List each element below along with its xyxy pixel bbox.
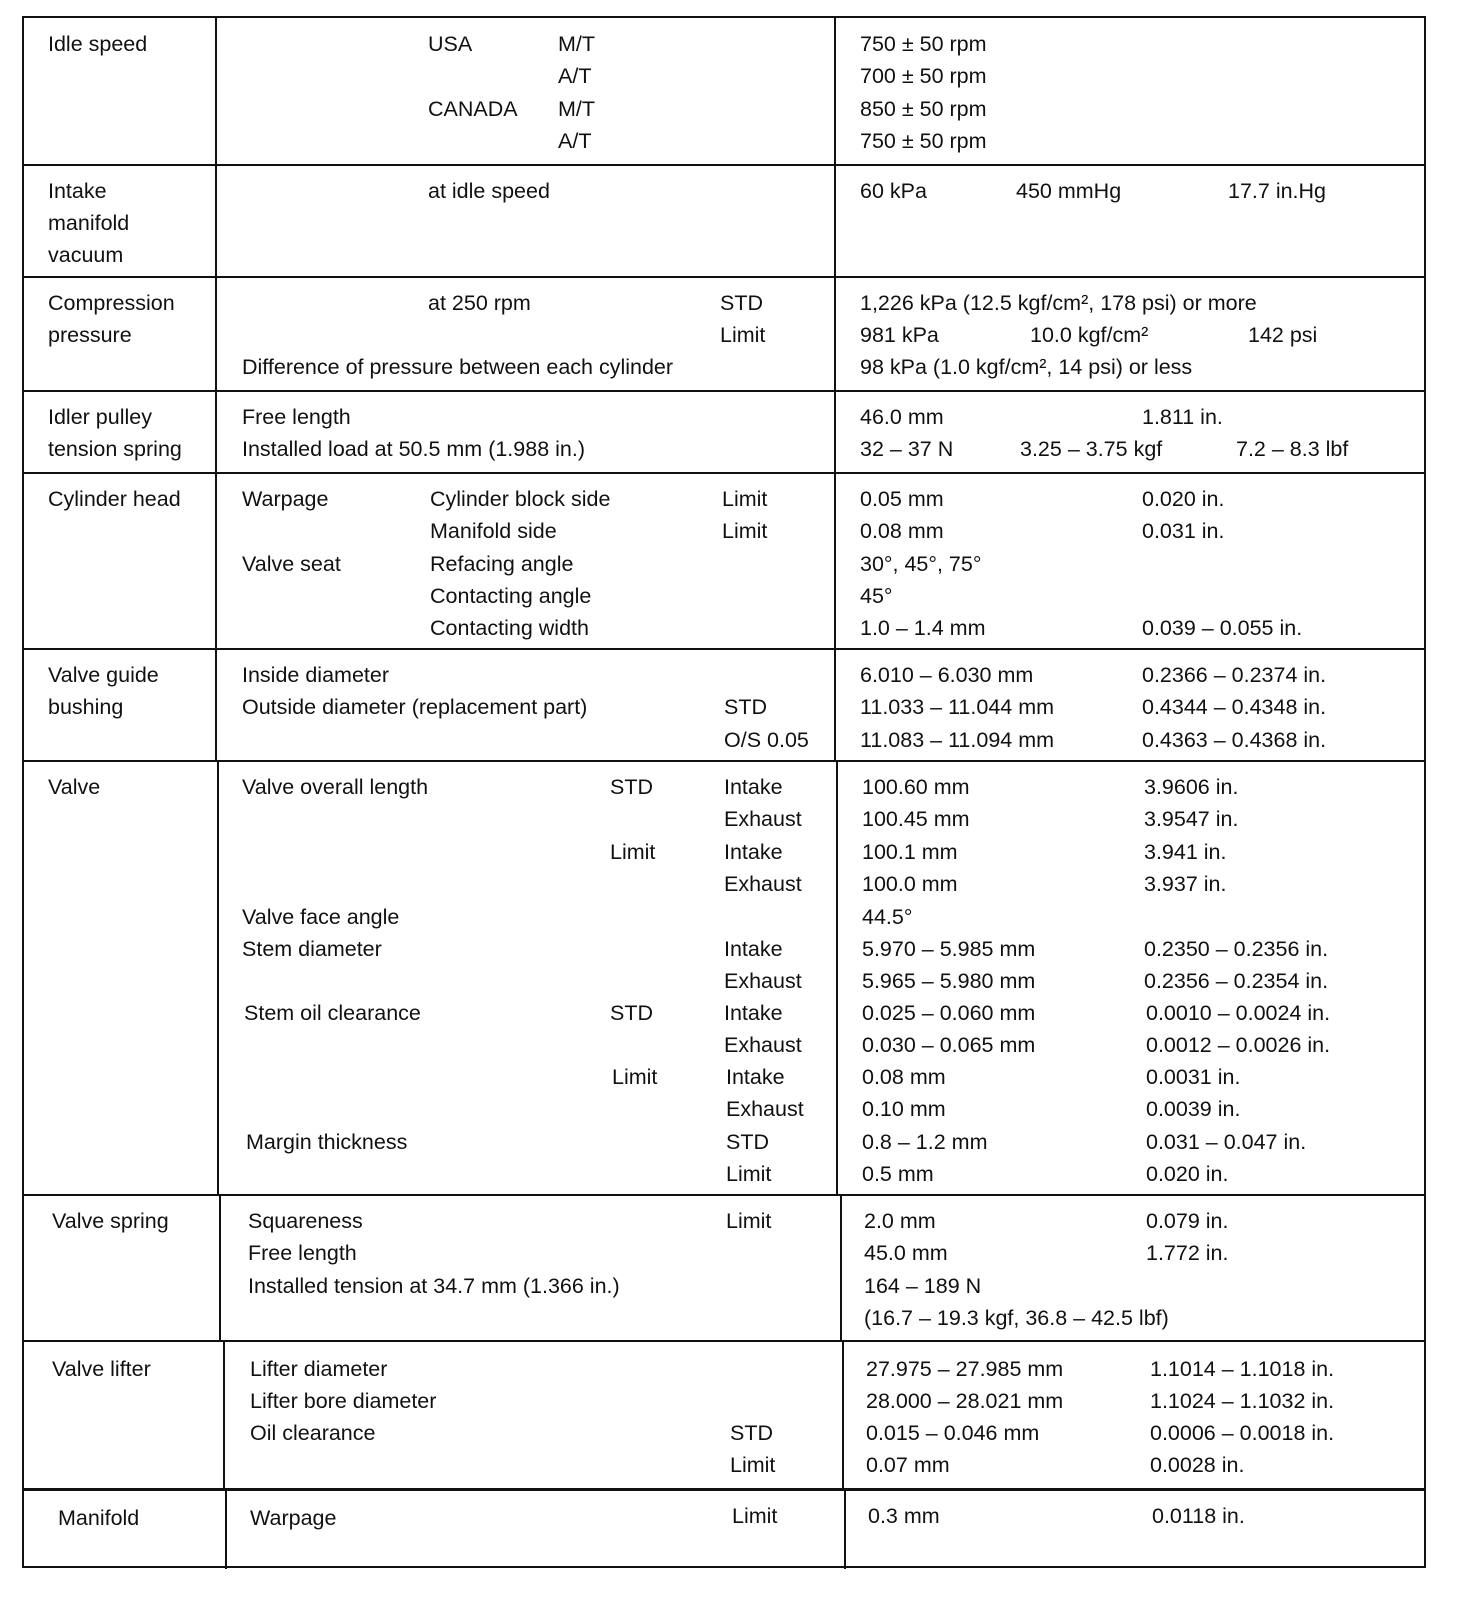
value-mm: 11.083 – 11.094 mm	[860, 728, 1055, 752]
difference-value: 98 kPa (1.0 kgf/cm², 14 psi) or less	[860, 355, 1193, 379]
value-in: 0.0010 – 0.0024 in.	[1146, 1001, 1331, 1025]
load-kgf: 3.25 – 3.75 kgf	[1020, 437, 1163, 461]
installed-tension-label: Installed tension at 34.7 mm (1.366 in.)	[248, 1274, 620, 1298]
value-in: 3.941 in.	[1144, 840, 1227, 864]
value-in: 0.031 in.	[1142, 519, 1225, 543]
value-in: 0.039 – 0.055 in.	[1142, 616, 1303, 640]
std-label: STD	[724, 695, 767, 719]
value-mm: 0.05 mm	[860, 487, 944, 511]
value-mm: 0.015 – 0.046 mm	[866, 1421, 1040, 1445]
std-value: 1,226 kPa (12.5 kgf/cm², 178 psi) or more	[860, 291, 1257, 315]
value-in: 0.079 in.	[1146, 1209, 1229, 1233]
value-mm: 0.08 mm	[862, 1065, 946, 1089]
row-cylinder-head	[24, 472, 1424, 650]
lifter-diameter-label: Lifter diameter	[250, 1357, 388, 1381]
row-valve-guide-bushing	[24, 648, 1424, 762]
exhaust-label: Exhaust	[724, 1033, 802, 1057]
warpage-label: Warpage	[250, 1506, 337, 1530]
row-valve-spring	[24, 1194, 1424, 1342]
value-in: 0.020 in.	[1146, 1162, 1229, 1186]
value-mmhg: 450 mmHg	[1016, 179, 1122, 203]
row-valve	[24, 760, 1424, 1196]
value-mm: 11.033 – 11.044 mm	[860, 695, 1055, 719]
stem-clearance-label: Stem oil clearance	[244, 1001, 421, 1025]
value-mm: 0.025 – 0.060 mm	[862, 1001, 1036, 1025]
value-in: 0.0006 – 0.0018 in.	[1150, 1421, 1335, 1445]
free-length-label: Free length	[242, 405, 351, 429]
value-in: 1.1024 – 1.1032 in.	[1150, 1389, 1335, 1413]
load-lbf: 7.2 – 8.3 lbf	[1236, 437, 1349, 461]
contacting-angle-label: Contacting angle	[430, 584, 592, 608]
intake-label: Intake	[724, 775, 783, 799]
value-in: 0.2366 – 0.2374 in.	[1142, 663, 1327, 687]
value-mm: 0.030 – 0.065 mm	[862, 1033, 1036, 1057]
value: 750 ± 50 rpm	[860, 32, 987, 56]
value-in: 1.772 in.	[1146, 1241, 1229, 1265]
limit-label: Limit	[726, 1209, 772, 1233]
limit-label: Limit	[732, 1504, 778, 1528]
row-label: Idle speed	[48, 32, 148, 56]
oil-clearance-label: Oil clearance	[250, 1421, 376, 1445]
stem-diameter-label: Stem diameter	[242, 937, 382, 961]
contacting-angle-value: 45°	[860, 584, 893, 608]
row-idler-spring	[24, 390, 1424, 474]
value-inhg: 17.7 in.Hg	[1228, 179, 1327, 203]
value-mm: 27.975 – 27.985 mm	[866, 1357, 1064, 1381]
limit-kpa: 981 kPa	[860, 323, 939, 347]
free-length-label: Free length	[248, 1241, 357, 1265]
intake-label: Intake	[726, 1065, 785, 1089]
std-label: STD	[610, 1001, 653, 1025]
limit-label: Limit	[730, 1453, 776, 1477]
limit-label: Limit	[722, 487, 768, 511]
load-n: 32 – 37 N	[860, 437, 954, 461]
row-label: Valve lifter	[52, 1357, 151, 1381]
value: 700 ± 50 rpm	[860, 64, 987, 88]
bore-diameter-label: Lifter bore diameter	[250, 1389, 437, 1413]
trans-at: A/T	[558, 129, 592, 153]
value-mm: 0.08 mm	[860, 519, 944, 543]
overall-length-label: Valve overall length	[242, 775, 429, 799]
limit-kgf: 10.0 kgf/cm²	[1030, 323, 1149, 347]
value-in: 0.2356 – 0.2354 in.	[1144, 969, 1329, 993]
value-in: 0.031 – 0.047 in.	[1146, 1130, 1307, 1154]
value-in: 0.0031 in.	[1146, 1065, 1241, 1089]
row-label: Compression	[48, 291, 175, 315]
value-mm: 0.8 – 1.2 mm	[862, 1130, 988, 1154]
installed-load-label: Installed load at 50.5 mm (1.988 in.)	[242, 437, 585, 461]
value-mm: 5.970 – 5.985 mm	[862, 937, 1036, 961]
block-side-label: Cylinder block side	[430, 487, 611, 511]
row-label: Valve guide	[48, 663, 159, 687]
row-label: Cylinder head	[48, 487, 181, 511]
exhaust-label: Exhaust	[724, 807, 802, 831]
value: 850 ± 50 rpm	[860, 97, 987, 121]
value-mm: 1.0 – 1.4 mm	[860, 616, 986, 640]
warpage-label: Warpage	[242, 487, 329, 511]
tension-value: 164 – 189 N	[864, 1274, 982, 1298]
tension-alt-value: (16.7 – 19.3 kgf, 36.8 – 42.5 lbf)	[864, 1306, 1169, 1330]
value-mm: 0.5 mm	[862, 1162, 934, 1186]
refacing-label: Refacing angle	[430, 552, 574, 576]
value-mm: 100.60 mm	[862, 775, 970, 799]
margin-label: Margin thickness	[246, 1130, 408, 1154]
value-mm: 100.1 mm	[862, 840, 958, 864]
std-label: STD	[720, 291, 763, 315]
row-label: vacuum	[48, 243, 124, 267]
value-in: 0.4344 – 0.4348 in.	[1142, 695, 1327, 719]
value-in: 0.0118 in.	[1152, 1504, 1245, 1528]
exhaust-label: Exhaust	[724, 969, 802, 993]
row-label: Valve	[48, 775, 101, 799]
value-mm: 100.45 mm	[862, 807, 970, 831]
value-mm: 6.010 – 6.030 mm	[860, 663, 1034, 687]
row-valve-lifter	[24, 1340, 1424, 1490]
value-in: 3.937 in.	[1144, 872, 1227, 896]
value-in: 3.9547 in.	[1144, 807, 1239, 831]
exhaust-label: Exhaust	[724, 872, 802, 896]
value-in: 0.0012 – 0.0026 in.	[1146, 1033, 1331, 1057]
limit-label: Limit	[720, 323, 766, 347]
intake-label: Intake	[724, 937, 783, 961]
condition: at idle speed	[428, 179, 550, 203]
row-label: Valve spring	[52, 1209, 169, 1233]
value-mm: 2.0 mm	[864, 1209, 936, 1233]
row-intake-vacuum	[24, 164, 1424, 278]
value-in: 1.811 in.	[1142, 405, 1223, 429]
row-label: tension spring	[48, 437, 182, 461]
valve-seat-label: Valve seat	[242, 552, 341, 576]
difference-label: Difference of pressure between each cylinder	[242, 355, 674, 379]
row-manifold	[24, 1488, 1424, 1569]
std-label: STD	[730, 1421, 773, 1445]
outside-diameter-label: Outside diameter (replacement part)	[242, 695, 588, 719]
limit-psi: 142 psi	[1248, 323, 1318, 347]
row-label: Manifold	[58, 1506, 140, 1530]
row-label: manifold	[48, 211, 130, 235]
row-label: pressure	[48, 323, 132, 347]
market-canada: CANADA	[428, 97, 518, 121]
value-mm: 5.965 – 5.980 mm	[862, 969, 1036, 993]
exhaust-label: Exhaust	[726, 1097, 804, 1121]
std-label: STD	[610, 775, 653, 799]
value-mm: 100.0 mm	[862, 872, 958, 896]
value-in: 0.2350 – 0.2356 in.	[1144, 937, 1329, 961]
refacing-value: 30°, 45°, 75°	[860, 552, 982, 576]
limit-label: Limit	[726, 1162, 772, 1186]
trans-at: A/T	[558, 64, 592, 88]
specification-table	[22, 16, 1426, 1568]
row-label: Intake	[48, 179, 107, 203]
row-label: Idler pulley	[48, 405, 152, 429]
value-in: 0.0028 in.	[1150, 1453, 1245, 1477]
squareness-label: Squareness	[248, 1209, 363, 1233]
value-in: 0.0039 in.	[1146, 1097, 1241, 1121]
face-angle-value: 44.5°	[862, 905, 913, 929]
value-kpa: 60 kPa	[860, 179, 927, 203]
value: 750 ± 50 rpm	[860, 129, 987, 153]
trans-mt: M/T	[558, 97, 596, 121]
value-in: 1.1014 – 1.1018 in.	[1150, 1357, 1335, 1381]
value-mm: 28.000 – 28.021 mm	[866, 1389, 1064, 1413]
trans-mt: M/T	[558, 32, 596, 56]
value-in: 0.4363 – 0.4368 in.	[1142, 728, 1327, 752]
row-idle-speed	[24, 18, 1424, 164]
value-mm: 46.0 mm	[860, 405, 944, 429]
value-in: 3.9606 in.	[1144, 775, 1239, 799]
manifold-side-label: Manifold side	[430, 519, 557, 543]
value-in: 0.020 in.	[1142, 487, 1225, 511]
intake-label: Intake	[724, 840, 783, 864]
condition: at 250 rpm	[428, 291, 531, 315]
row-compression	[24, 276, 1424, 392]
contacting-width-label: Contacting width	[430, 616, 589, 640]
std-label: STD	[726, 1130, 769, 1154]
value-mm: 0.07 mm	[866, 1453, 950, 1477]
intake-label: Intake	[724, 1001, 783, 1025]
row-label: bushing	[48, 695, 124, 719]
inside-diameter-label: Inside diameter	[242, 663, 389, 687]
face-angle-label: Valve face angle	[242, 905, 400, 929]
limit-label: Limit	[610, 840, 656, 864]
value-mm: 0.3 mm	[868, 1504, 940, 1528]
os-label: O/S 0.05	[724, 728, 809, 752]
limit-label: Limit	[612, 1065, 658, 1089]
value-mm: 45.0 mm	[864, 1241, 948, 1265]
market-usa: USA	[428, 32, 473, 56]
value-mm: 0.10 mm	[862, 1097, 946, 1121]
limit-label: Limit	[722, 519, 768, 543]
